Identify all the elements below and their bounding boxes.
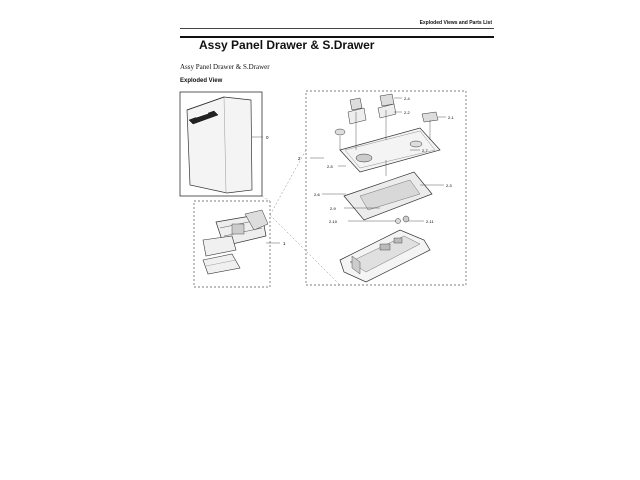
- exploded-view-diagram: [170, 86, 480, 290]
- connector-line: [262, 196, 270, 201]
- header-rule: [180, 28, 494, 29]
- header-label: Exploded Views and Parts List: [419, 20, 492, 26]
- callout-2-4: 2-4: [404, 96, 410, 101]
- section-heading: Exploded View: [180, 78, 223, 84]
- callout-2-3: 2-3: [446, 183, 452, 188]
- subtitle: Assy Panel Drawer & S.Drawer: [180, 63, 270, 71]
- callout-2-7: 2-7: [422, 148, 428, 153]
- page-title: Assy Panel Drawer & S.Drawer: [199, 38, 375, 52]
- callout-2: 2: [298, 156, 301, 161]
- panel-drawer-drawing: [203, 210, 268, 274]
- callout-1: 1: [283, 241, 286, 246]
- callout-2-2: 2-2: [404, 110, 410, 115]
- connector-line: [270, 150, 306, 215]
- callout-2-10: 2-10: [329, 219, 338, 224]
- washer-cabinet-drawing: [187, 97, 252, 193]
- connector-line: [270, 215, 340, 285]
- callout-2-11: 2-11: [426, 219, 434, 224]
- callout-2-9: 2-9: [330, 206, 336, 211]
- callout-2-5: 2-5: [327, 164, 333, 169]
- callout-0: 0: [266, 135, 269, 140]
- s-drawer-drawing: [335, 94, 440, 282]
- callout-2-1: 2-1: [448, 115, 454, 120]
- callout-2-6: 2-6: [314, 192, 320, 197]
